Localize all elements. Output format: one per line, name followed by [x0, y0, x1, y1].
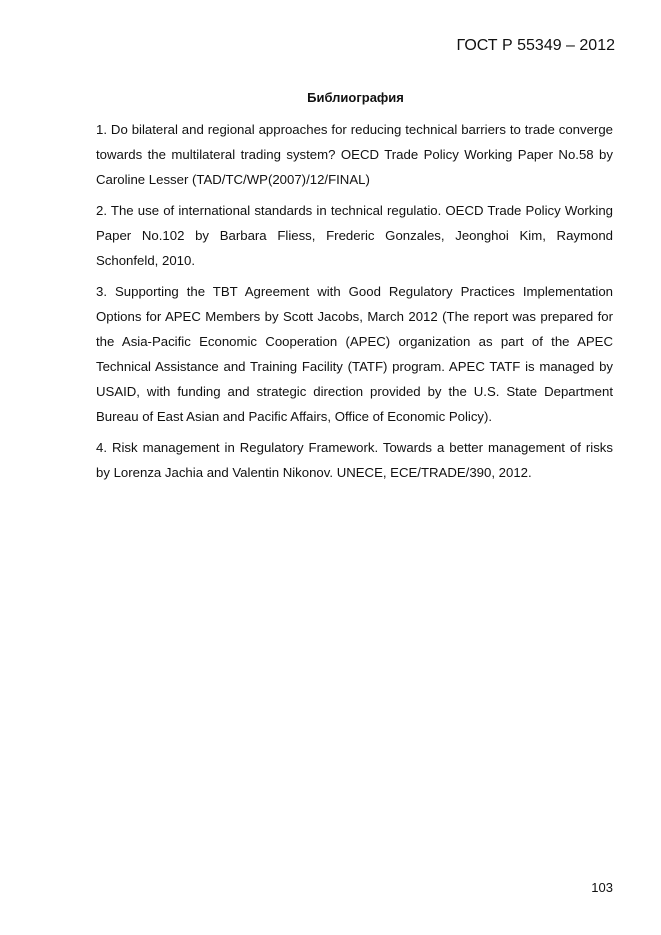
page-number: 103	[591, 880, 613, 895]
bibliography-entry: 4. Risk management in Regulatory Framework. Towards a better management of risks by Lorenza Jachia and Valentin Nikonov. UNECE, ECE/TRADE/390, 2012.	[96, 440, 613, 480]
bibliography-list	[96, 117, 613, 491]
bibliography-entry: 1. Do bilateral and regional approaches for reducing technical barriers to trade converge towards the multilateral trading system? OECD Trade Policy Working Paper No.58 by Caroline Lesser (TAD/TC/WP(2007)/12/FINAL)	[96, 122, 613, 187]
bibliography-title: Библиография	[307, 90, 404, 105]
standard-header: ГОСТ Р 55349 – 2012	[456, 37, 615, 54]
bibliography-entry: 3. Supporting the TBT Agreement with Good Regulatory Practices Implementation Options for APEC Members by Scott Jacobs, March 2012 (The report was prepared for the Asia-Pacific Economic Cooperation (APEC) organization as part of the APEC Technical Assistance and Training Facility (TATF) program. APEC TATF is managed by USAID, with funding and strategic direction provided by the U.S. State Department Bureau of East Asian and Pacific Affairs, Office of Economic Policy).	[96, 284, 613, 424]
bibliography-entry: 2. The use of international standards in technical regulatio. OECD Trade Policy Working Paper No.102 by Barbara Fliess, Frederic Gonzales, Jeonghoi Kim, Raymond Schonfeld, 2010.	[96, 203, 613, 268]
